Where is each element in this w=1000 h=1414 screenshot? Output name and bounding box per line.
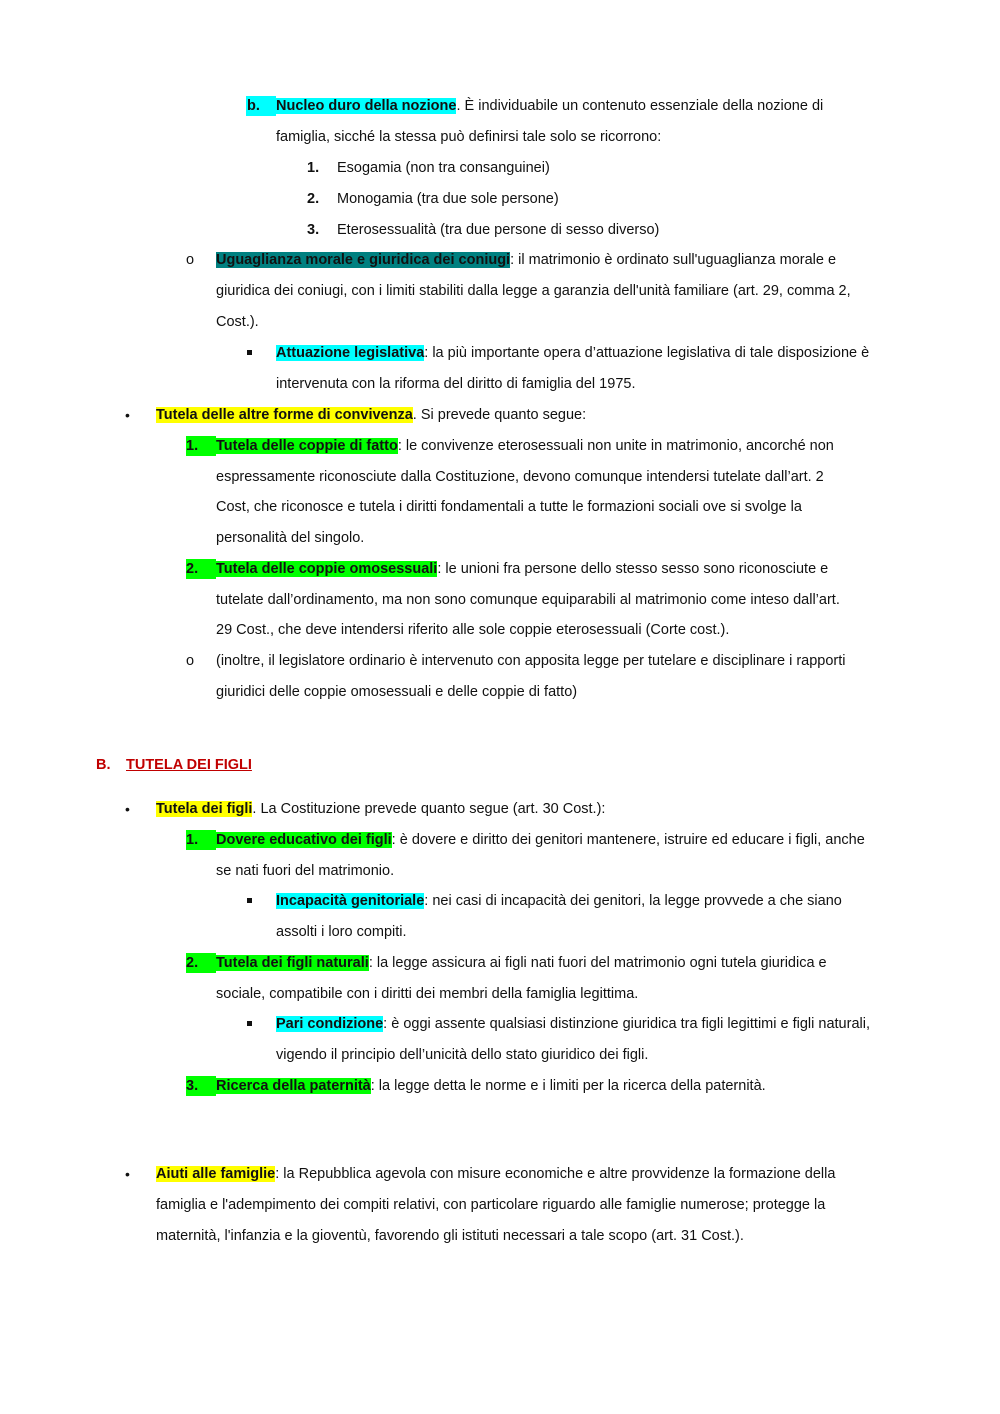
list-marker: o: [186, 252, 195, 268]
highlighted-term: Tutela dei figli: [156, 801, 253, 817]
list-marker: b.: [246, 96, 276, 116]
text-line: assolti i loro compiti.: [276, 924, 407, 940]
list-item-text: Uguaglianza morale e giuridica dei coniugi: il matrimonio è ordinato sull'uguaglianza morale e: [216, 252, 837, 268]
list-item-text: Nucleo duro della nozione. È individuabile un contenuto essenziale della nozione di: [276, 98, 824, 114]
list-item-text: Eterosessualità (tra due persone di sesso diverso): [337, 222, 660, 238]
list-item-text: Ricerca della paternità: la legge detta le norme e i limiti per la ricerca della paternità.: [216, 1078, 766, 1094]
list-item-text: Tutela delle coppie omosessuali: le unioni fra persone dello stesso sesso sono riconosciute e: [216, 561, 829, 577]
list-marker: 2.: [307, 191, 320, 207]
text-line: Cost.).: [216, 314, 259, 330]
highlighted-term: Attuazione legislativa: [276, 345, 425, 361]
list-marker: 3.: [186, 1076, 216, 1096]
list-item-text: Esogamia (non tra consanguinei): [337, 160, 550, 176]
list-marker: 2.: [186, 559, 216, 579]
text-line: maternità, l'infanzia e la gioventù, favorendo gli istituti necessari a tale scopo (art. 31 Cost.).: [156, 1228, 744, 1244]
text-line: vigendo il principio dell’unicità dello stato giuridico dei figli.: [276, 1047, 649, 1063]
list-marker: o: [186, 653, 195, 669]
text-line: intervenuta con la riforma del diritto di famiglia del 1975.: [276, 376, 636, 392]
list-marker: 3.: [307, 222, 320, 238]
list-item-text: Tutela dei figli. La Costituzione prevede quanto segue (art. 30 Cost.):: [156, 801, 606, 817]
text-line: giuridica dei coniugi, con i limiti stabiliti dalla legge a garanzia dell'unità familiare (art. 29, comma 2,: [216, 283, 851, 299]
square-bullet-icon: [247, 343, 252, 363]
highlighted-term: Incapacità genitoriale: [276, 893, 425, 909]
highlighted-term: Tutela delle coppie omosessuali: [216, 561, 438, 577]
highlighted-term: Pari condizione: [276, 1016, 384, 1032]
highlighted-term: Ricerca della paternità: [216, 1078, 371, 1094]
highlighted-term: Aiuti alle famiglie: [156, 1166, 276, 1182]
text-line: giuridici delle coppie omosessuali e delle coppie di fatto): [216, 684, 578, 700]
list-item-text: Monogamia (tra due sole persone): [337, 191, 559, 207]
square-bullet-icon: [247, 1014, 252, 1034]
text-line: famiglia, sicché la stessa può definirsi tale solo se ricorrono:: [276, 129, 662, 145]
list-item-text: Tutela dei figli naturali: la legge assicura ai figli nati fuori del matrimonio ogni tutela giuridica e: [216, 955, 827, 971]
bullet-icon: •: [125, 801, 130, 817]
list-marker: 2.: [186, 953, 216, 973]
list-item-text: Attuazione legislativa: la più importante opera d’attuazione legislativa di tale disposizione è: [276, 345, 870, 361]
list-item-text: Incapacità genitoriale: nei casi di incapacità dei genitori, la legge provvede a che siano: [276, 893, 842, 909]
list-item-text: Tutela delle altre forme di convivenza. Si prevede quanto segue:: [156, 407, 587, 423]
text-line: espressamente riconosciute dalla Costituzione, devono comunque intendersi tutelate dall’art. 2: [216, 469, 824, 485]
text-line: personalità del singolo.: [216, 530, 365, 546]
section-heading: TUTELA DEI FIGLI: [126, 757, 252, 773]
highlighted-term: Tutela dei figli naturali: [216, 955, 369, 971]
list-item-text: Aiuti alle famiglie: la Repubblica agevola con misure economiche e altre provvidenze la formazione della: [156, 1166, 836, 1182]
section-letter: B.: [96, 757, 111, 773]
bullet-icon: •: [125, 1166, 130, 1182]
bullet-icon: •: [125, 407, 130, 423]
list-item-text: Dovere educativo dei figli: è dovere e diritto dei genitori mantenere, istruire ed educare i figli, anche: [216, 832, 865, 848]
list-marker: 1.: [186, 436, 216, 456]
list-item-text: Tutela delle coppie di fatto: le convivenze eterosessuali non unite in matrimonio, ancorché non: [216, 438, 834, 454]
list-item-text: Pari condizione: è oggi assente qualsiasi distinzione giuridica tra figli legittimi e figli naturali,: [276, 1016, 870, 1032]
text-line: se nati fuori del matrimonio.: [216, 863, 395, 879]
text-line: (inoltre, il legislatore ordinario è intervenuto con apposita legge per tutelare e disciplinare i rapporti: [216, 653, 846, 669]
text-line: 29 Cost., che deve intendersi riferito alle sole coppie eterosessuali (Corte cost.).: [216, 622, 730, 638]
text-line: Cost, che riconosce e tutela i diritti fondamentali a tutte le formazioni sociali ove si svolge la: [216, 499, 802, 515]
square-bullet-icon: [247, 891, 252, 911]
highlighted-term: Uguaglianza morale e giuridica dei coniugi: [216, 252, 511, 268]
highlighted-term: Tutela delle coppie di fatto: [216, 438, 398, 454]
list-marker: 1.: [186, 830, 216, 850]
highlighted-term: Dovere educativo dei figli: [216, 832, 392, 848]
text-line: famiglia e l'adempimento dei compiti relativi, con particolare riguardo alle famiglie numerose; protegge la: [156, 1197, 826, 1213]
highlighted-term: Nucleo duro della nozione: [276, 98, 457, 114]
highlighted-term: Tutela delle altre forme di convivenza: [156, 407, 413, 423]
text-line: sociale, compatibile con i diritti dei membri della famiglia legittima.: [216, 986, 639, 1002]
text-line: tutelate dall’ordinamento, ma non sono comunque equiparabili al matrimonio come inteso dall’art.: [216, 592, 840, 608]
list-marker: 1.: [307, 160, 320, 176]
